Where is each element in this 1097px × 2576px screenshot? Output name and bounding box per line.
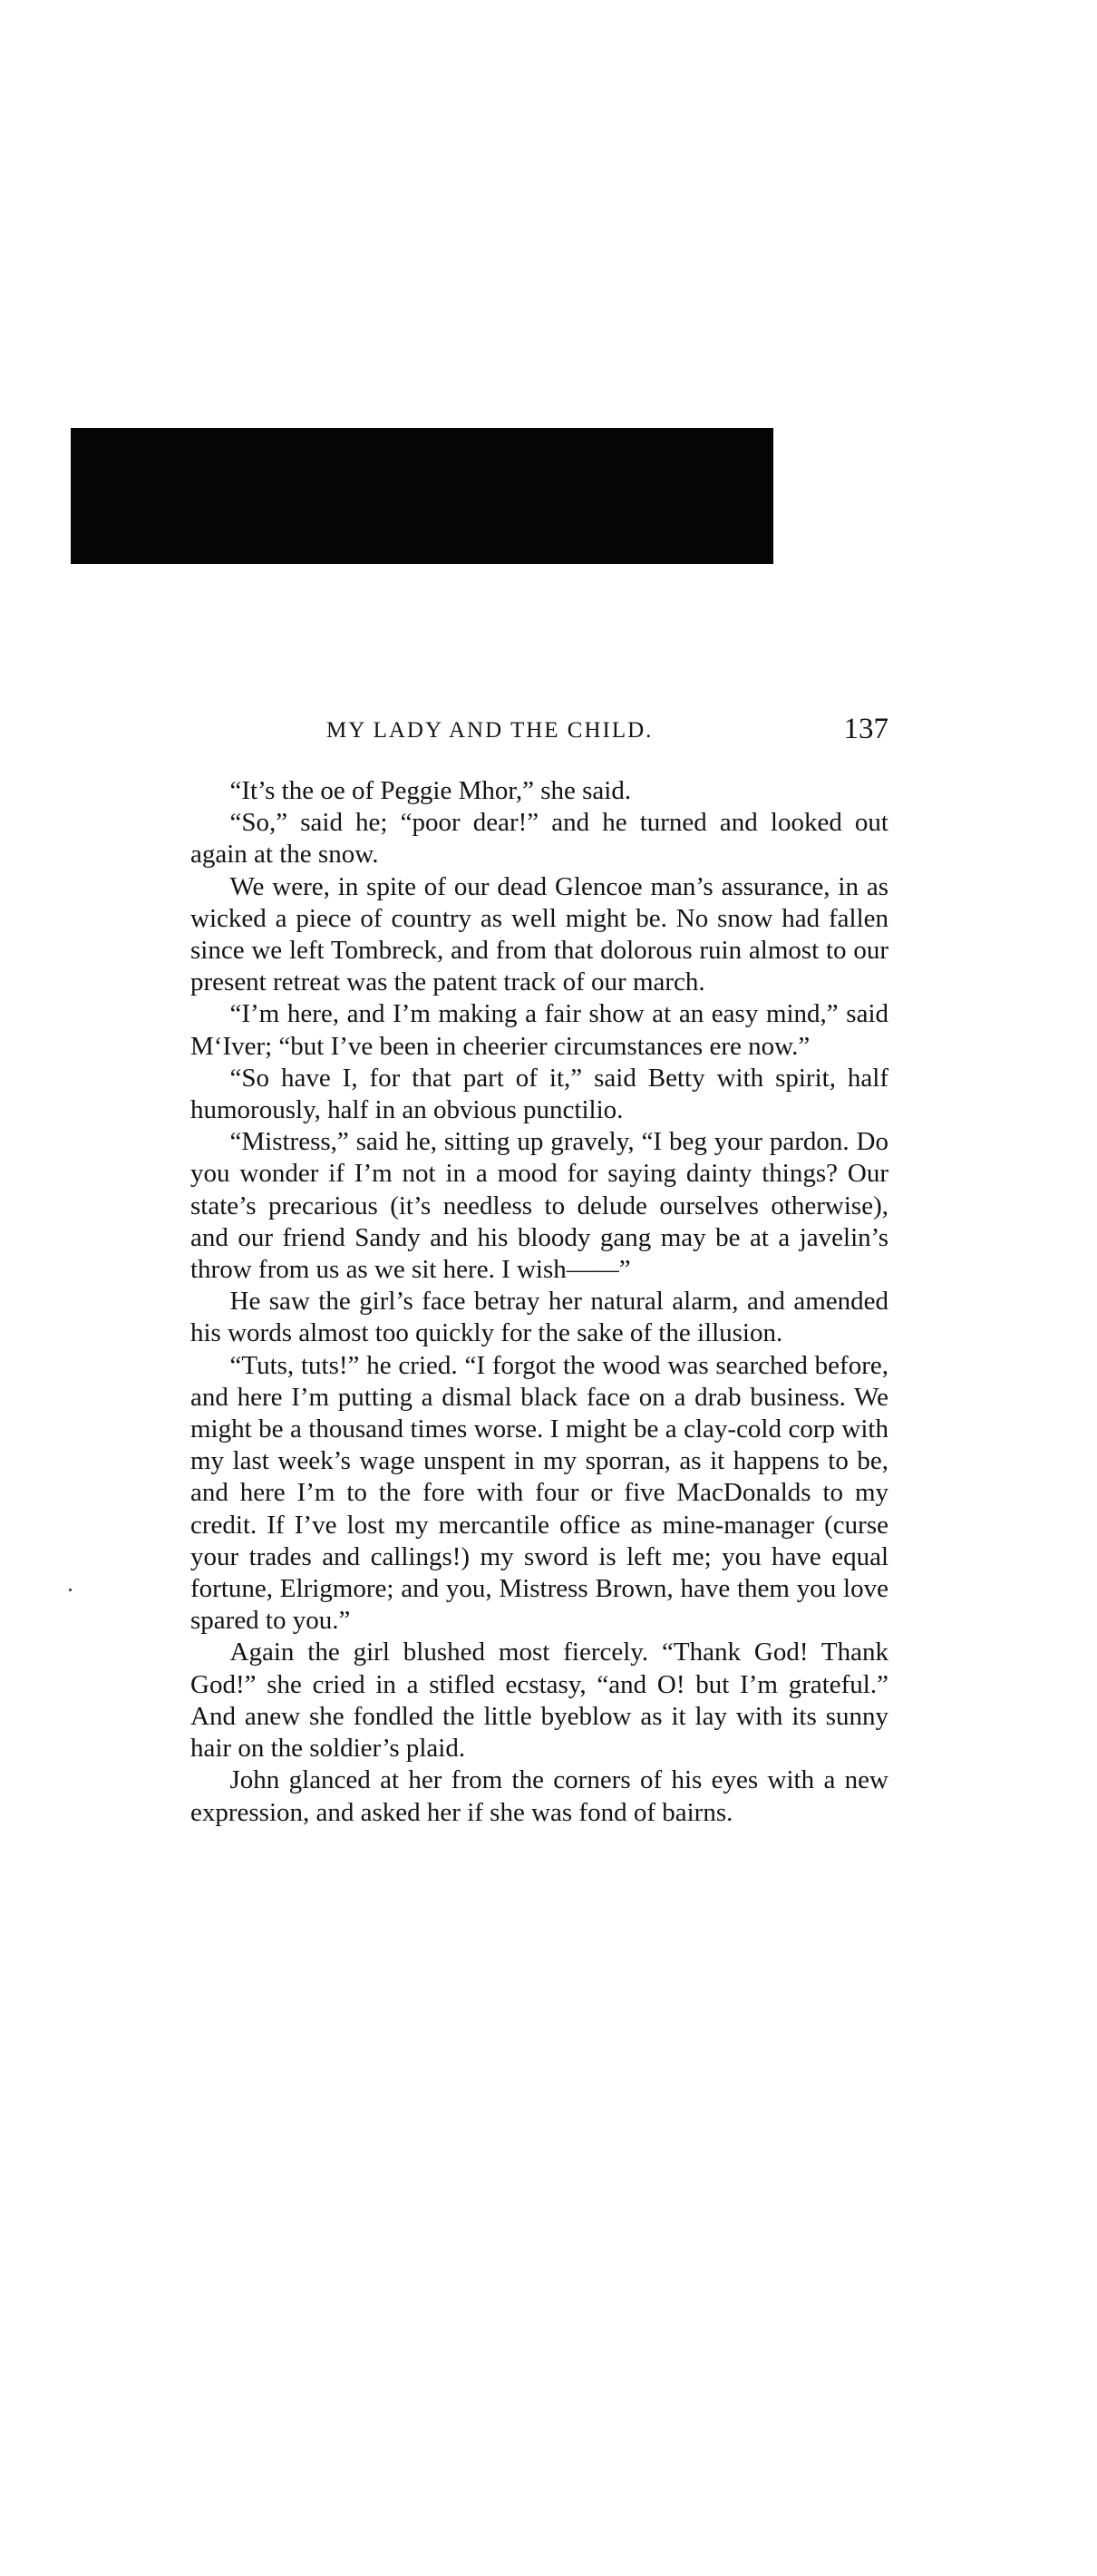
page-header bbox=[190, 713, 888, 749]
paragraph: Again the girl blushed most fiercely. “Thank God! Thank God!” she cried in a stifled ecstasy, “and O! but I’m grateful.” And anew she fondled the little byeblow as it lay with its sunny hair on the soldier’s plaid. bbox=[190, 1638, 888, 1764]
paragraph: John glanced at her from the corners of his eyes with a new expression, and asked her if she was fond of bairns. bbox=[190, 1765, 888, 1827]
redaction-block bbox=[71, 428, 773, 564]
paragraph: “So have I, for that part of it,” said Betty with spirit, half humorously, half in an obvious punctilio. bbox=[190, 1063, 888, 1125]
paragraph: “It’s the oe of Peggie Mhor,” she said. bbox=[229, 776, 632, 805]
margin-speck bbox=[69, 1589, 72, 1591]
paragraph: “So,” said he; “poor dear!” and he turned and looked out again at the snow. bbox=[190, 808, 888, 870]
paragraph: We were, in spite of our dead Glencoe man’s assurance, in as wicked a piece of country as well might be. No snow had fallen since we left Tombreck, and from that dolorous ruin almost to our present retreat was the patent track of our march. bbox=[190, 871, 888, 997]
paragraph: He saw the girl’s face betray her natural alarm, and amended his words almost too quickly for the sake of the illusion. bbox=[190, 1287, 888, 1348]
paragraph: “Mistress,” said he, sitting up gravely, “I beg your pardon. Do you wonder if I’m not in a mood for saying dainty things? Our state’s precarious (it’s needless to delude ourselves otherwise), and our friend Sandy and his bloody gang may be at a javelin’s throw from us as we sit here. I wish——” bbox=[190, 1127, 888, 1285]
body-text bbox=[190, 775, 888, 1829]
paragraph: “I’m here, and I’m making a fair show at an easy mind,” said M‘Iver; “but I’ve been in cheerier circumstances ere now.” bbox=[190, 999, 888, 1061]
paragraph: “Tuts, tuts!” he cried. “I forgot the wood was searched before, and here I’m putting a dismal black face on a drab business. We might be a thousand times worse. I might be a clay-cold corp with my last week’s wage unspent in my sporran, as it happens to be, and here I’m to the fore with four or five MacDonalds to my credit. If I’ve lost my mercantile office as mine-manager (curse your trades and callings!) my sword is left me; you have equal fortune, Elrigmore; and you, Mistress Brown, have them you love spared to you.” bbox=[190, 1350, 888, 1636]
running-title: MY LADY AND THE CHILD. bbox=[326, 718, 654, 743]
page-number: 137 bbox=[843, 713, 888, 745]
